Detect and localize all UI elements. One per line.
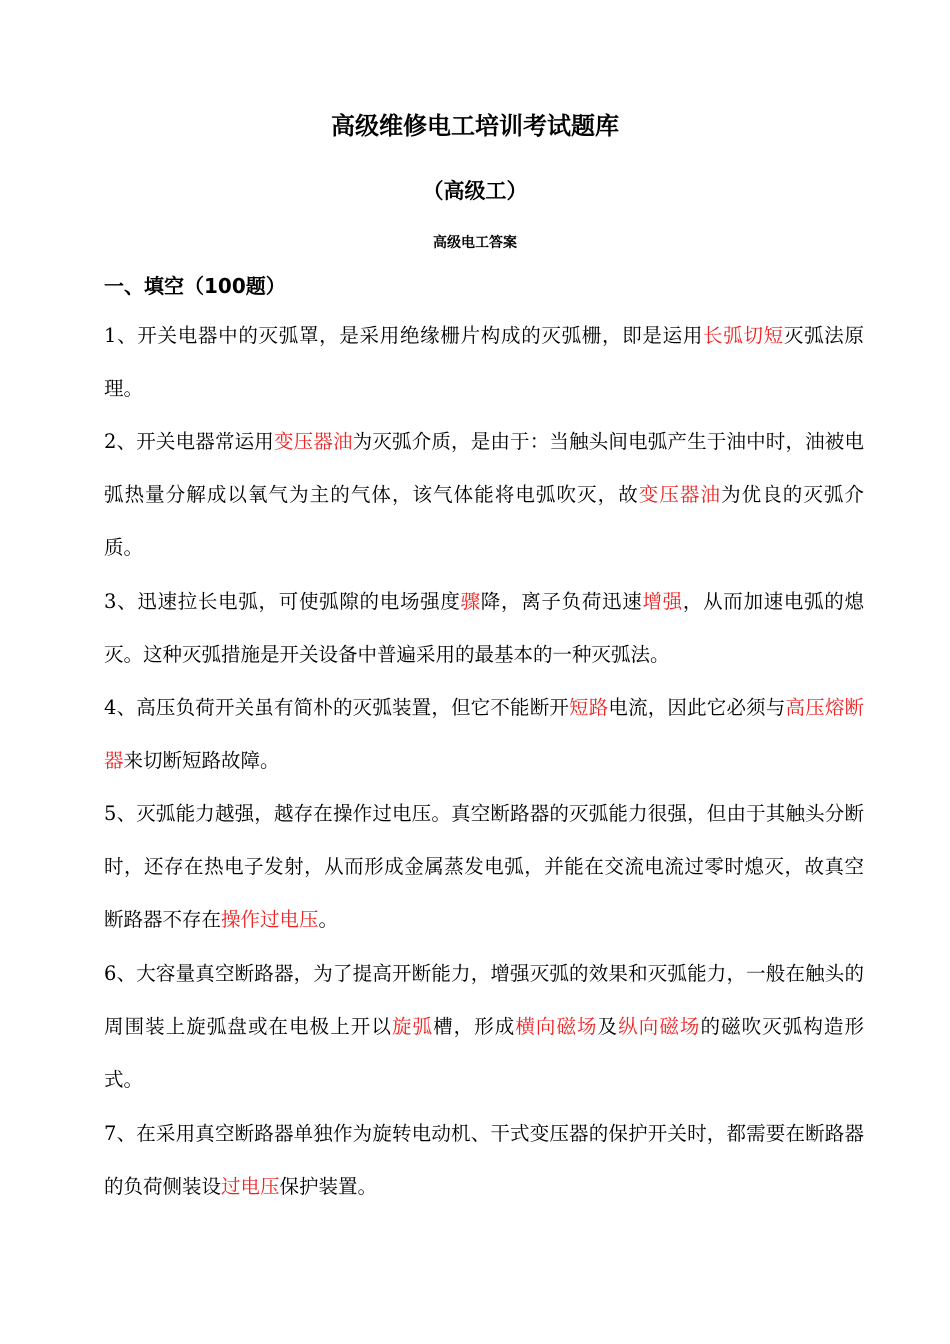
question-text: 保护装置。	[279, 1175, 378, 1198]
answer-text: 变压器油	[638, 483, 722, 506]
question-text: 5、灭弧能力越强，越存在操作过电压。真空断路器的灭弧能力很强，但由于其触头分断时，还存在热电子发射，从而形成金属蒸发电弧，并能在交流电流过零时熄灭，故真空断路器不存在	[104, 802, 864, 931]
question-1	[104, 309, 864, 415]
question-text: 的磁吹灭弧构造形式。	[104, 1015, 864, 1091]
question-text: 4、高压负荷开关虽有简朴的灭弧装置，但它不能断开	[104, 696, 570, 719]
document-subtitle: （高级工）	[422, 179, 528, 203]
answer-text: 纵向磁场	[618, 1015, 701, 1038]
question-text: 降，离子负荷迅速	[480, 590, 643, 613]
answer-text: 变压器油	[273, 430, 353, 453]
question-5	[104, 787, 864, 946]
answer-text: 长弧切短	[703, 324, 784, 347]
answer-text: 旋弧	[391, 1015, 434, 1038]
question-text: 来切断短路故障。	[123, 749, 280, 772]
question-text: 1、开关电器中的灭弧罩，是采用绝缘栅片构成的灭弧栅，即是运用	[104, 324, 704, 347]
answer-text: 增强	[642, 590, 683, 613]
question-7	[104, 1107, 864, 1213]
section-heading: 一、填空（100题）	[104, 274, 286, 298]
question-text: 6、大容量真空断路器，为了提高开断能力，增强灭弧的效果和灭弧能力，一般在触头的周围装上旋弧盘或在电极上开以	[104, 962, 864, 1038]
answer-text: 高压熔断器	[104, 696, 864, 772]
answer-note: 高级电工答案	[433, 235, 517, 251]
question-text: 2、开关电器常运用	[104, 430, 274, 453]
answer-text: 过电压	[221, 1175, 280, 1198]
answer-text: 骤	[460, 590, 481, 613]
question-text: 。	[318, 908, 339, 931]
answer-text: 横向磁场	[515, 1015, 598, 1038]
question-text: ，从而加速电弧的熄灭。这种灭弧措施是开关设备中普遍采用的最基本的一种灭弧法。	[104, 590, 864, 666]
question-text: 3、迅速拉长电弧，可使弧隙的电场强度	[104, 590, 461, 613]
question-3	[104, 575, 864, 681]
answer-text: 操作过电压	[221, 908, 319, 931]
question-2	[104, 415, 864, 574]
question-text: 灭弧法原理。	[104, 324, 864, 400]
question-text: 及	[597, 1015, 619, 1038]
question-text: 为优良的灭弧介质。	[104, 483, 864, 559]
answer-text: 短路	[569, 696, 609, 719]
question-text: 7、在采用真空断路器单独作为旋转电动机、干式变压器的保护开关时，都需要在断路器的负荷侧装设	[104, 1122, 864, 1198]
question-text: 槽，形成	[433, 1015, 516, 1038]
document-title: 高级维修电工培训考试题库	[331, 112, 619, 140]
question-4	[104, 681, 864, 787]
question-text: 电流，因此它必须与	[608, 696, 786, 719]
question-text: 为灭弧介质，是由于：当触头间电弧产生于油中时，油被电弧热量分解成以氧气为主的气体，该气体能将电弧吹灭，故	[104, 430, 864, 506]
question-6	[104, 947, 864, 1106]
